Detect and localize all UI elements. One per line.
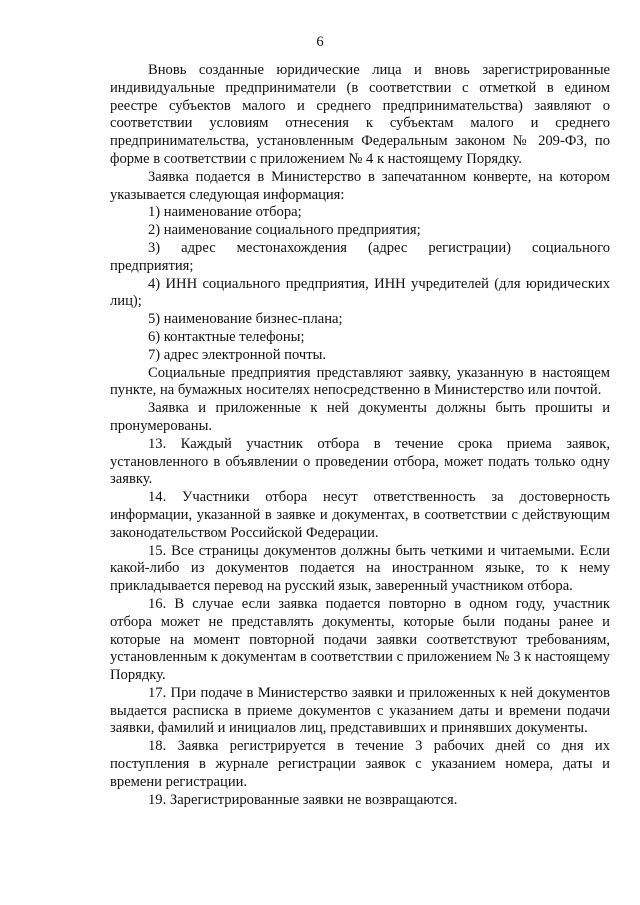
list-item-7: 7) адрес электронной почты. (148, 346, 327, 363)
paragraph-new-entities: Вновь созданные юридические лица и вновь зарегистрированные индивидуальные предприниматели (в соответствии с отметкой в едином реестре субъектов малого и среднего предпринимательства) заявляют о соответствии условиям отнесения к субъектам малого и среднего предпринимательства, установленным Федеральным законом № 209-ФЗ, по форме в соответствии с приложением № 4 к настоящему Порядку. (110, 62, 610, 167)
paragraph-16: 16. В случае если заявка подается повторно в одном году, участник отбора может не представлять документы, которые были поданы ранее и которые на момент повторной подачи заявки соответствуют требованиям, установленным к документам в соответствии с приложением № 3 к настоящему Порядку. (110, 595, 610, 684)
list-item-6: 6) контактные телефоны; (148, 328, 305, 345)
paragraph-18: 18. Заявка регистрируется в течение 3 рабочих дней со дня их поступления в журнале регистрации заявок с указанием номера, даты и времени регистрации. (110, 738, 610, 790)
page-number: 6 (316, 34, 324, 50)
paragraph-17: 17. При подаче в Министерство заявки и приложенных к ней документов выдается расписка в приеме документов с указанием даты и времени подачи заявки, фамилий и инициалов лиц, представивших и принявших документы. (110, 684, 610, 737)
paragraph-binding: Заявка и приложенные к ней документы должны быть прошиты и пронумерованы. (110, 400, 610, 434)
list-item-4: 4) ИНН социального предприятия, ИНН учредителей (для юридических лиц); (110, 275, 610, 310)
list-item-5: 5) наименование бизнес-плана; (148, 311, 343, 328)
paragraph-15: 15. Все страницы документов должны быть четкими и читаемыми. Если какой-либо из документов подается на иностранном языке, то к нему прикладывается перевод на русский язык, заверенный участником отбора. (110, 542, 610, 595)
list-item-3: 3) адрес местонахождения (адрес регистрации) социального предприятия; (110, 239, 610, 274)
paragraph-submission: Социальные предприятия представляют заявку, указанную в настоящем пункте, на бумажных носителях непосредственно в Министерство или почтой. (110, 364, 610, 399)
list-item-1: 1) наименование отбора; (148, 204, 302, 221)
paragraph-13: 13. Каждый участник отбора в течение срока приема заявок, установленного в объявлении о проведении отбора, может подать только одну заявку. (110, 435, 610, 488)
paragraph-14: 14. Участники отбора несут ответственность за достоверность информации, указанной в заявке и документах, в соответствии с действующим законодательством Российской Федерации. (110, 489, 610, 541)
list-item-2: 2) наименование социального предприятия; (148, 222, 421, 239)
document-body (110, 62, 610, 809)
paragraph-envelope: Заявка подается в Министерство в запечатанном конверте, на котором указывается следующая информация: (110, 168, 610, 203)
paragraph-19: 19. Зарегистрированные заявки не возвращаются. (148, 791, 458, 808)
